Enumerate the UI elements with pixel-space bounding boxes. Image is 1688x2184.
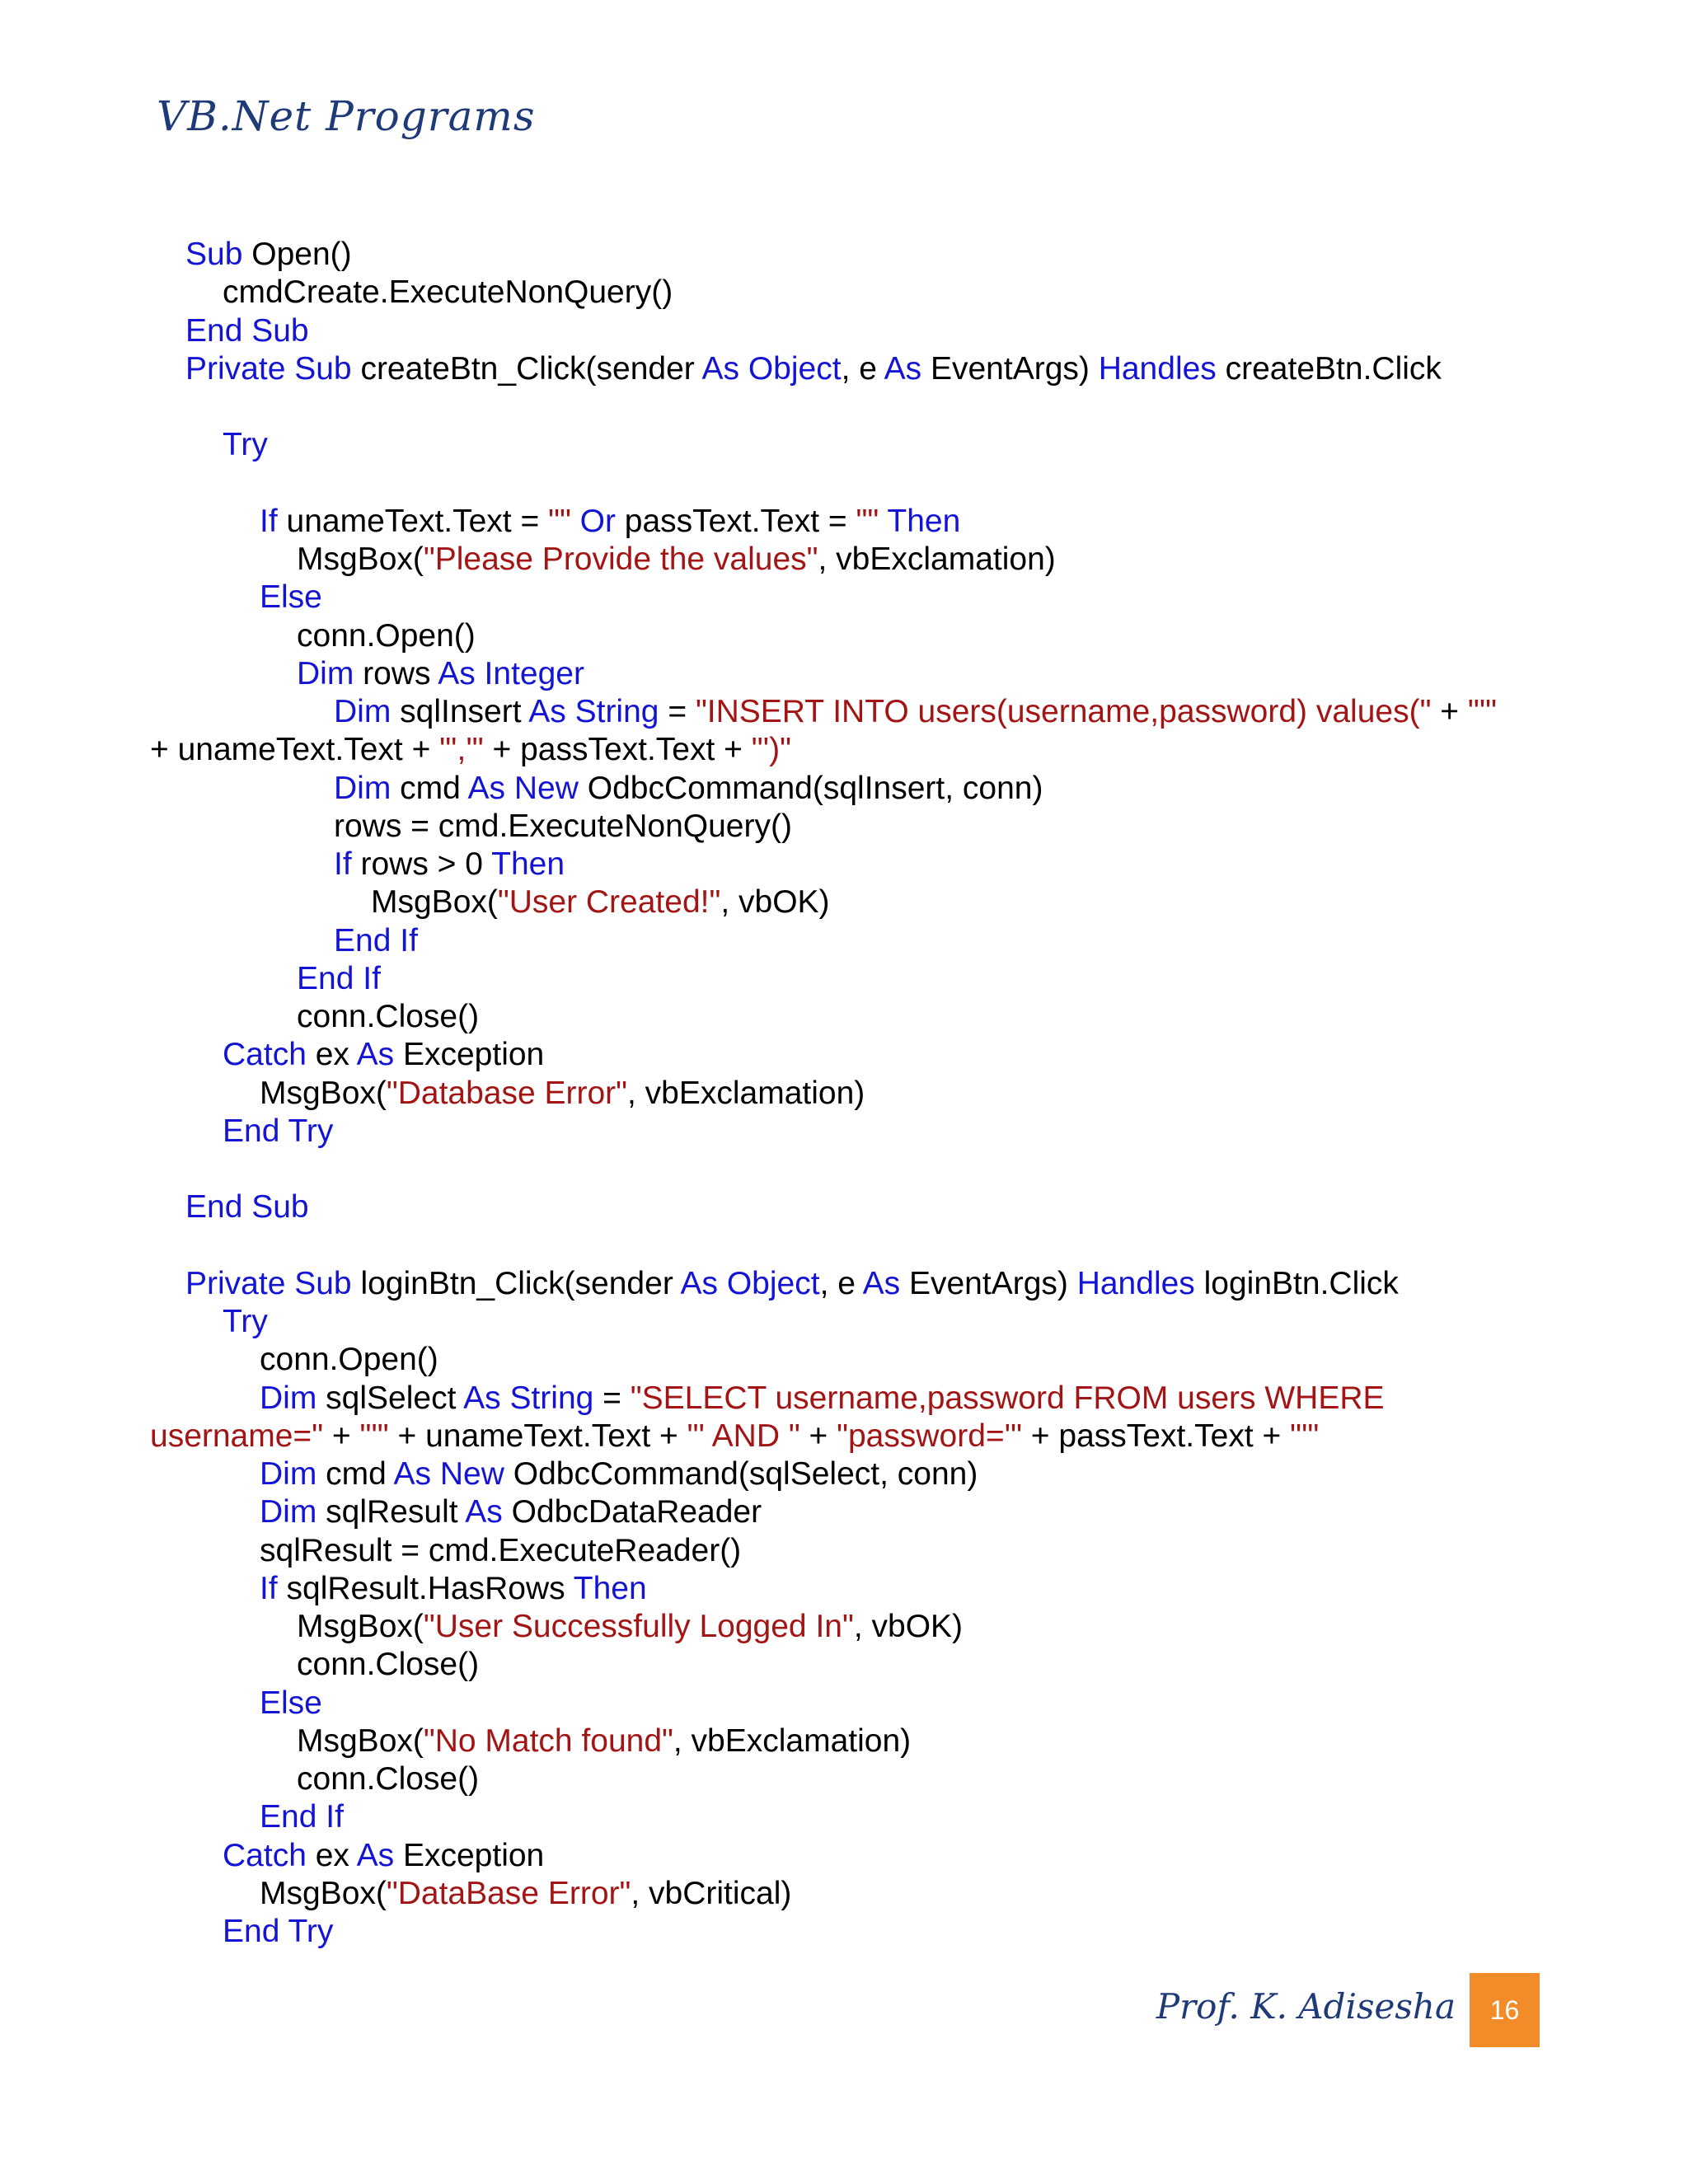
code-text: + passText.Text + [1021, 1418, 1291, 1454]
code-keyword: Then [491, 846, 565, 882]
code-keyword: As String [528, 694, 659, 729]
code-keyword: Dim [260, 1380, 317, 1416]
code-keyword: Else [260, 1685, 322, 1721]
code-text: , vbExclamation) [627, 1075, 865, 1111]
code-text: Open() [242, 237, 352, 272]
code-text [879, 504, 887, 539]
code-text: sqlInsert [391, 694, 529, 729]
blank-line [0, 1151, 1688, 1188]
code-keyword: End Sub [185, 312, 309, 349]
code-text: sqlResult [316, 1494, 466, 1530]
code-line [0, 312, 1688, 350]
code-line [0, 1685, 1688, 1722]
code-text: Exception [394, 1037, 545, 1073]
code-text: MsgBox( [371, 884, 498, 921]
code-string: "'" [359, 1418, 389, 1454]
code-keyword: As [862, 1265, 901, 1301]
page-number: 16 [1470, 1973, 1540, 2047]
code-line [0, 503, 1688, 541]
code-text: + passText.Text + [483, 732, 752, 768]
code-string: "No Match found" [423, 1722, 673, 1759]
code-line [0, 1798, 1688, 1836]
code-text: loginBtn_Click(sender [351, 1265, 681, 1301]
code-text: Exception [394, 1837, 545, 1873]
code-keyword: Dim [334, 694, 392, 729]
code-keyword: As [884, 350, 922, 387]
code-text: + [323, 1418, 360, 1454]
code-line [0, 579, 1688, 616]
code-line [0, 693, 1688, 731]
code-text: + [799, 1418, 837, 1454]
code-string: "INSERT INTO users(username,password) values(" [695, 694, 1432, 729]
code-line [0, 998, 1688, 1036]
code-keyword: Try [223, 427, 268, 463]
code-keyword: Dim [297, 655, 354, 691]
code-keyword: Private Sub [185, 350, 352, 387]
code-text: , e [819, 1265, 863, 1301]
code-text: createBtn.Click [1216, 350, 1442, 387]
code-line [0, 1722, 1688, 1760]
code-keyword: Handles [1076, 1265, 1195, 1301]
code-line [0, 960, 1688, 998]
code-string: "" [548, 503, 571, 539]
code-text: unameText.Text = [277, 503, 549, 539]
code-text: rows > 0 [351, 846, 492, 882]
code-keyword: End If [334, 922, 418, 958]
code-line [0, 1075, 1688, 1113]
code-text: EventArgs) [921, 350, 1099, 387]
code-line [0, 1532, 1688, 1570]
code-keyword: End If [260, 1799, 344, 1835]
code-text: = [659, 694, 696, 729]
code-string: "Please Provide the values" [423, 541, 818, 577]
code-line [0, 1570, 1688, 1608]
code-text: = [593, 1380, 631, 1416]
code-text: conn.Close() [297, 1647, 480, 1683]
code-keyword: If [260, 503, 278, 539]
code-string: "' AND " [687, 1418, 800, 1454]
code-text: MsgBox( [260, 1875, 387, 1911]
code-text: sqlResult = cmd.ExecuteReader() [260, 1532, 742, 1568]
code-text: , vbOK) [720, 884, 830, 921]
code-line [0, 1875, 1688, 1913]
code-line [0, 1303, 1688, 1341]
code-string: "" [856, 503, 879, 539]
code-line [0, 1646, 1688, 1684]
code-line [0, 1380, 1688, 1418]
code-string: "'" [1467, 694, 1498, 729]
code-line [0, 1418, 1688, 1455]
blank-line [0, 1227, 1688, 1265]
footer-author: Prof. K. Adisesha [1156, 1986, 1456, 2027]
code-keyword: Else [260, 579, 322, 616]
code-line [0, 1113, 1688, 1151]
code-line [0, 617, 1688, 655]
code-keyword: Try [223, 1304, 268, 1339]
code-text: , vbExclamation) [818, 541, 1056, 577]
code-line [0, 922, 1688, 960]
code-keyword: End Try [223, 1113, 334, 1149]
code-line [0, 1608, 1688, 1646]
code-text: MsgBox( [260, 1075, 387, 1111]
code-text: sqlSelect [316, 1380, 464, 1416]
code-line [0, 1760, 1688, 1798]
code-line [0, 1036, 1688, 1074]
code-line [0, 808, 1688, 846]
code-keyword: As [356, 1837, 395, 1873]
code-keyword: Dim [334, 770, 392, 806]
code-line [0, 883, 1688, 921]
code-keyword: End Sub [185, 1189, 309, 1226]
code-text: ex [306, 1837, 357, 1873]
code-line [0, 1265, 1688, 1303]
code-keyword: Dim [260, 1456, 317, 1492]
code-keyword: As Object [680, 1265, 820, 1301]
code-text: conn.Open() [260, 1342, 438, 1378]
code-text: passText.Text = [615, 503, 856, 539]
blank-line [0, 388, 1688, 426]
code-keyword: If [260, 1570, 278, 1606]
code-line [0, 1493, 1688, 1531]
code-keyword: If [334, 846, 352, 882]
code-text: MsgBox( [297, 1609, 424, 1644]
code-text: MsgBox( [297, 1722, 424, 1759]
code-text: cmd [391, 770, 468, 806]
code-text: conn.Close() [297, 999, 480, 1034]
code-string: "'" [1290, 1418, 1320, 1454]
code-string: "SELECT username,password FROM users WHERE [630, 1380, 1385, 1416]
code-keyword: Then [573, 1570, 647, 1606]
code-string: "password='" [837, 1418, 1022, 1454]
code-text: , vbCritical) [631, 1875, 792, 1911]
code-line [0, 236, 1688, 274]
code-keyword: As [356, 1037, 395, 1073]
code-text: rows = cmd.ExecuteNonQuery() [334, 808, 792, 844]
code-line [0, 1455, 1688, 1493]
code-text: , e [841, 350, 884, 387]
code-line [0, 1188, 1688, 1226]
code-text: createBtn_Click(sender [351, 350, 702, 387]
page-title: VB.Net Programs [157, 92, 536, 140]
code-text: + [1431, 694, 1468, 729]
code-line [0, 846, 1688, 883]
code-line [0, 274, 1688, 312]
code-listing [0, 236, 1688, 1951]
code-line [0, 350, 1688, 388]
code-line [0, 655, 1688, 693]
code-line [0, 1837, 1688, 1875]
code-text: , vbOK) [853, 1609, 964, 1644]
code-line [0, 426, 1688, 464]
code-text: loginBtn.Click [1194, 1265, 1399, 1301]
code-string: username=" [150, 1418, 324, 1454]
code-text: OdbcCommand(sqlInsert, conn) [578, 770, 1043, 806]
code-keyword: As Object [701, 350, 842, 387]
code-keyword: Sub [185, 237, 243, 272]
code-text: cmdCreate.ExecuteNonQuery() [223, 274, 673, 311]
code-text: OdbcDataReader [502, 1494, 762, 1530]
code-line [0, 541, 1688, 579]
code-keyword: End Try [223, 1914, 334, 1949]
code-text: sqlResult.HasRows [277, 1570, 574, 1606]
code-string: "','" [439, 732, 484, 768]
code-text: + unameText.Text + [388, 1418, 687, 1454]
code-text: ex [306, 1037, 357, 1073]
code-text: cmd [316, 1456, 394, 1492]
code-keyword: As Integer [438, 655, 584, 691]
code-text: , vbExclamation) [673, 1722, 912, 1759]
code-keyword: Or [579, 503, 616, 539]
code-keyword: Catch [223, 1837, 307, 1873]
code-string: "DataBase Error" [386, 1875, 631, 1911]
code-keyword: Then [887, 503, 961, 539]
code-string: "User Created!" [497, 884, 721, 921]
code-keyword: Private Sub [185, 1265, 352, 1301]
code-keyword: As New [467, 770, 579, 806]
code-line [0, 1341, 1688, 1379]
code-text: rows [354, 655, 438, 691]
code-text: conn.Open() [297, 617, 476, 654]
code-string: "Database Error" [386, 1075, 628, 1111]
code-keyword: As String [463, 1380, 594, 1416]
code-line [0, 1913, 1688, 1951]
code-keyword: Handles [1098, 350, 1217, 387]
code-keyword: As New [393, 1456, 504, 1492]
code-text: conn.Close() [297, 1761, 480, 1797]
blank-line [0, 465, 1688, 503]
code-line [0, 731, 1688, 769]
code-text [571, 504, 580, 539]
code-keyword: Dim [260, 1494, 317, 1530]
code-text: + unameText.Text + [150, 732, 440, 768]
code-text: MsgBox( [297, 541, 424, 577]
code-keyword: As [465, 1494, 503, 1530]
code-text: OdbcCommand(sqlSelect, conn) [504, 1456, 978, 1492]
code-keyword: Catch [223, 1037, 307, 1073]
code-keyword: End If [297, 960, 381, 996]
code-line [0, 770, 1688, 808]
code-string: "User Successfully Logged In" [423, 1609, 854, 1644]
code-string: "')" [751, 732, 791, 768]
code-text: EventArgs) [900, 1265, 1077, 1301]
